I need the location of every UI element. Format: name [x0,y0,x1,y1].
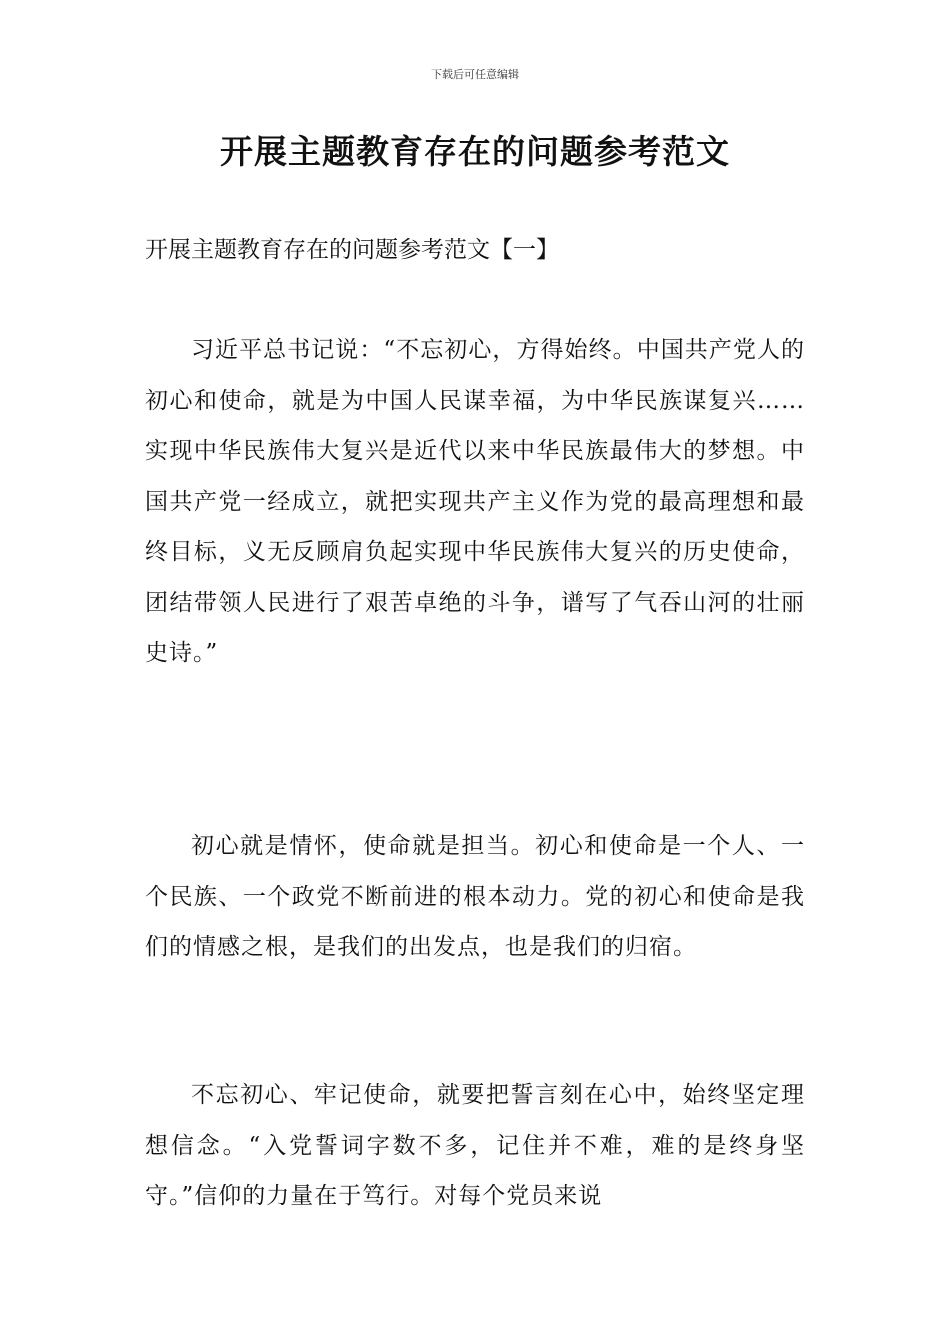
paragraph-3: 不忘初心、牢记使命，就要把誓言刻在心中，始终坚定理想信念。“入党誓词字数不多，记住并不难，难的是终身坚守。”信仰的力量在于笃行。对每个党员来说 [145,1082,805,1209]
section-heading: 开展主题教育存在的问题参考范文【一】 [145,237,559,263]
paragraph-1: 习近平总书记说：“不忘初心，方得始终。中国共产党人的初心和使命，就是为中国人民谋幸福，为中华民族谋复兴……实现中华民族伟大复兴是近代以来中华民族最伟大的梦想。中国共产党一经成立，就把实现共产主义作为党的最高理想和最终目标，义无反顾肩负起实现中华民族伟大复兴的历史使命，团结带领人民进行了艰苦卓绝的斗争，谱写了气吞山河的壮丽史诗。” [145,337,805,666]
header-note: 下载后可任意编辑 [431,68,519,81]
document-title: 开展主题教育存在的问题参考范文 [220,132,730,171]
paragraph-2: 初心就是情怀，使命就是担当。初心和使命是一个人、一个民族、一个政党不断前进的根本动力。党的初心和使命是我们的情感之根，是我们的出发点，也是我们的归宿。 [145,833,805,960]
